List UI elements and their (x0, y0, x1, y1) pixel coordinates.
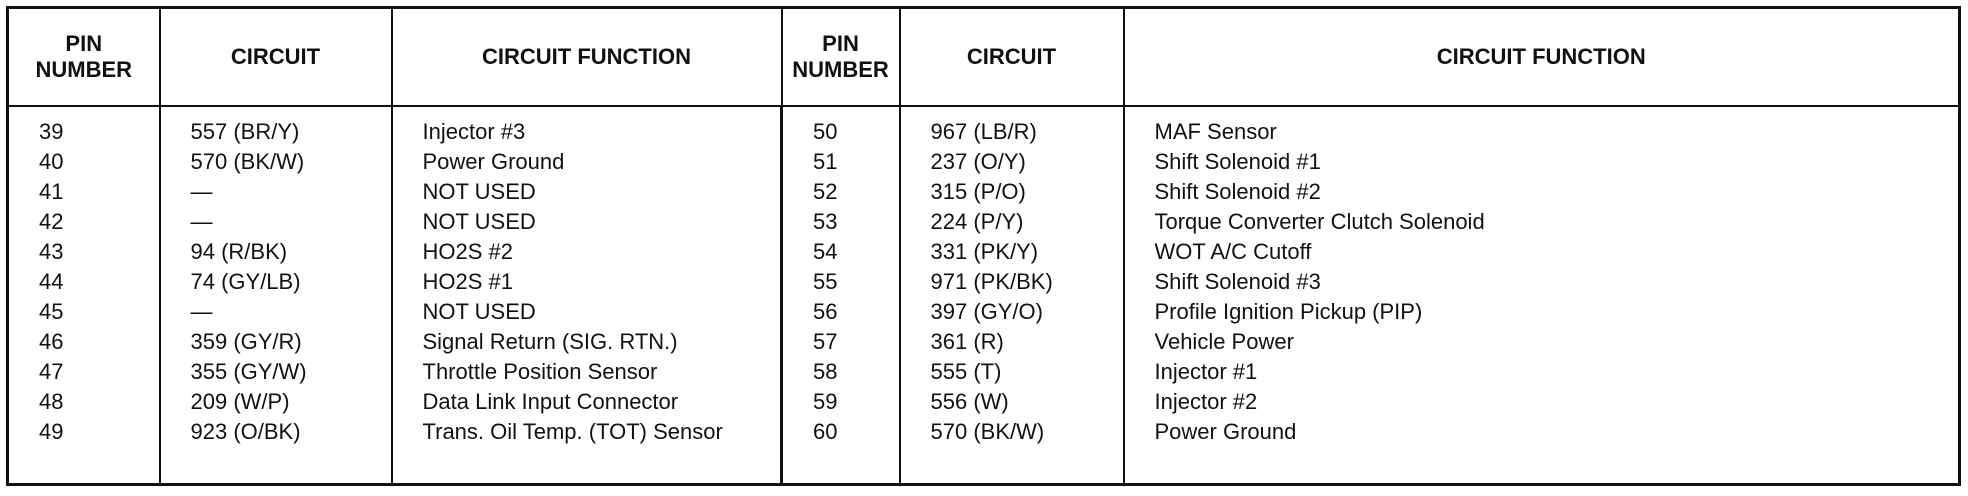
table-cell: 45 (39, 299, 64, 324)
table-cell: 570 (BK/W) (930, 419, 1045, 444)
header-row (8, 8, 1960, 107)
table-cell: 41 (39, 179, 64, 204)
table-cell: 40 (39, 149, 64, 174)
table-cell: 224 (P/Y) (930, 209, 1024, 234)
table-cell: 48 (39, 389, 64, 414)
table-cell: 361 (R) (930, 329, 1004, 354)
function-list-left (393, 107, 781, 447)
table-cell: Trans. Oil Temp. (TOT) Sensor (422, 419, 723, 444)
left-function-column (392, 106, 782, 485)
table-cell: Vehicle Power (1154, 329, 1294, 354)
header-function-left: CIRCUIT FUNCTION (392, 8, 782, 107)
table-cell: 355 (GY/W) (190, 359, 307, 384)
table-cell: 209 (W/P) (190, 389, 290, 414)
header-circuit-right: CIRCUIT (900, 8, 1124, 107)
table-cell: Injector #3 (422, 119, 526, 144)
table-cell: 55 (813, 269, 838, 294)
header-pin-line2: NUMBER (792, 57, 889, 82)
table-cell: 44 (39, 269, 64, 294)
table-cell: 52 (813, 179, 838, 204)
left-pin-column (8, 106, 160, 485)
table-cell: Power Ground (422, 149, 565, 174)
table-cell: 43 (39, 239, 64, 264)
table-cell: Shift Solenoid #1 (1154, 149, 1321, 174)
table-cell: 359 (GY/R) (190, 329, 302, 354)
table-cell: 59 (813, 389, 838, 414)
right-circuit-column (900, 106, 1124, 485)
table-cell: HO2S #1 (422, 269, 513, 294)
table-cell: Signal Return (SIG. RTN.) (422, 329, 678, 354)
table-cell: 971 (PK/BK) (930, 269, 1053, 294)
table-cell: 51 (813, 149, 838, 174)
header-function-right: CIRCUIT FUNCTION (1124, 8, 1960, 107)
table-cell: Shift Solenoid #2 (1154, 179, 1321, 204)
table-cell: 54 (813, 239, 838, 264)
table-cell: 49 (39, 419, 64, 444)
table-cell: Throttle Position Sensor (422, 359, 658, 384)
table-cell: 315 (P/O) (930, 179, 1026, 204)
table-cell: 557 (BR/Y) (190, 119, 300, 144)
table-cell: 570 (BK/W) (190, 149, 305, 174)
table-cell: Profile Ignition Pickup (PIP) (1154, 299, 1423, 324)
table-cell: 58 (813, 359, 838, 384)
table-cell: — (190, 179, 213, 204)
table-cell: 60 (813, 419, 838, 444)
header-pin-line2: NUMBER (35, 57, 133, 82)
table-cell: 237 (O/Y) (930, 149, 1026, 174)
table-cell: 39 (39, 119, 64, 144)
header-circuit-left: CIRCUIT (160, 8, 392, 107)
table-cell: 46 (39, 329, 64, 354)
circuit-list-left (161, 107, 391, 447)
table-cell: MAF Sensor (1154, 119, 1277, 144)
table-cell: NOT USED (422, 299, 536, 324)
header-pin-line1: PIN (65, 31, 103, 56)
table-cell: 47 (39, 359, 64, 384)
table-cell: 42 (39, 209, 64, 234)
header-pin-number-right (782, 8, 900, 107)
table-cell: Torque Converter Clutch Solenoid (1154, 209, 1485, 234)
table-cell: 967 (LB/R) (930, 119, 1037, 144)
right-function-column (1124, 106, 1960, 485)
table-cell: Injector #1 (1154, 359, 1258, 384)
table-cell: Injector #2 (1154, 389, 1258, 414)
table-cell: — (190, 299, 213, 324)
table-cell: 556 (W) (930, 389, 1009, 414)
body-row (8, 106, 1960, 485)
table-cell: 57 (813, 329, 838, 354)
table-cell: HO2S #2 (422, 239, 513, 264)
left-circuit-column (160, 106, 392, 485)
table-cell: WOT A/C Cutoff (1154, 239, 1312, 264)
table-cell: NOT USED (422, 209, 536, 234)
table-cell: 53 (813, 209, 838, 234)
table-cell: 56 (813, 299, 838, 324)
table-cell: NOT USED (422, 179, 536, 204)
table-cell: 397 (GY/O) (930, 299, 1043, 324)
function-list-right (1125, 107, 1959, 447)
table-cell: Data Link Input Connector (422, 389, 679, 414)
header-pin-line1: PIN (822, 31, 859, 56)
pin-list-right (783, 107, 899, 447)
table-cell: 331 (PK/Y) (930, 239, 1039, 264)
circuit-list-right (901, 107, 1123, 447)
pinout-table (6, 6, 1961, 486)
pin-list-left (9, 107, 159, 447)
table-cell: 50 (813, 119, 838, 144)
table-cell: 94 (R/BK) (190, 239, 288, 264)
header-pin-number-left (8, 8, 160, 107)
table-cell: Power Ground (1154, 419, 1297, 444)
table-cell: 74 (GY/LB) (190, 269, 301, 294)
table-cell: — (190, 209, 213, 234)
right-pin-column (782, 106, 900, 485)
table-cell: 555 (T) (930, 359, 1002, 384)
table-cell: 923 (O/BK) (190, 419, 301, 444)
table-cell: Shift Solenoid #3 (1154, 269, 1321, 294)
